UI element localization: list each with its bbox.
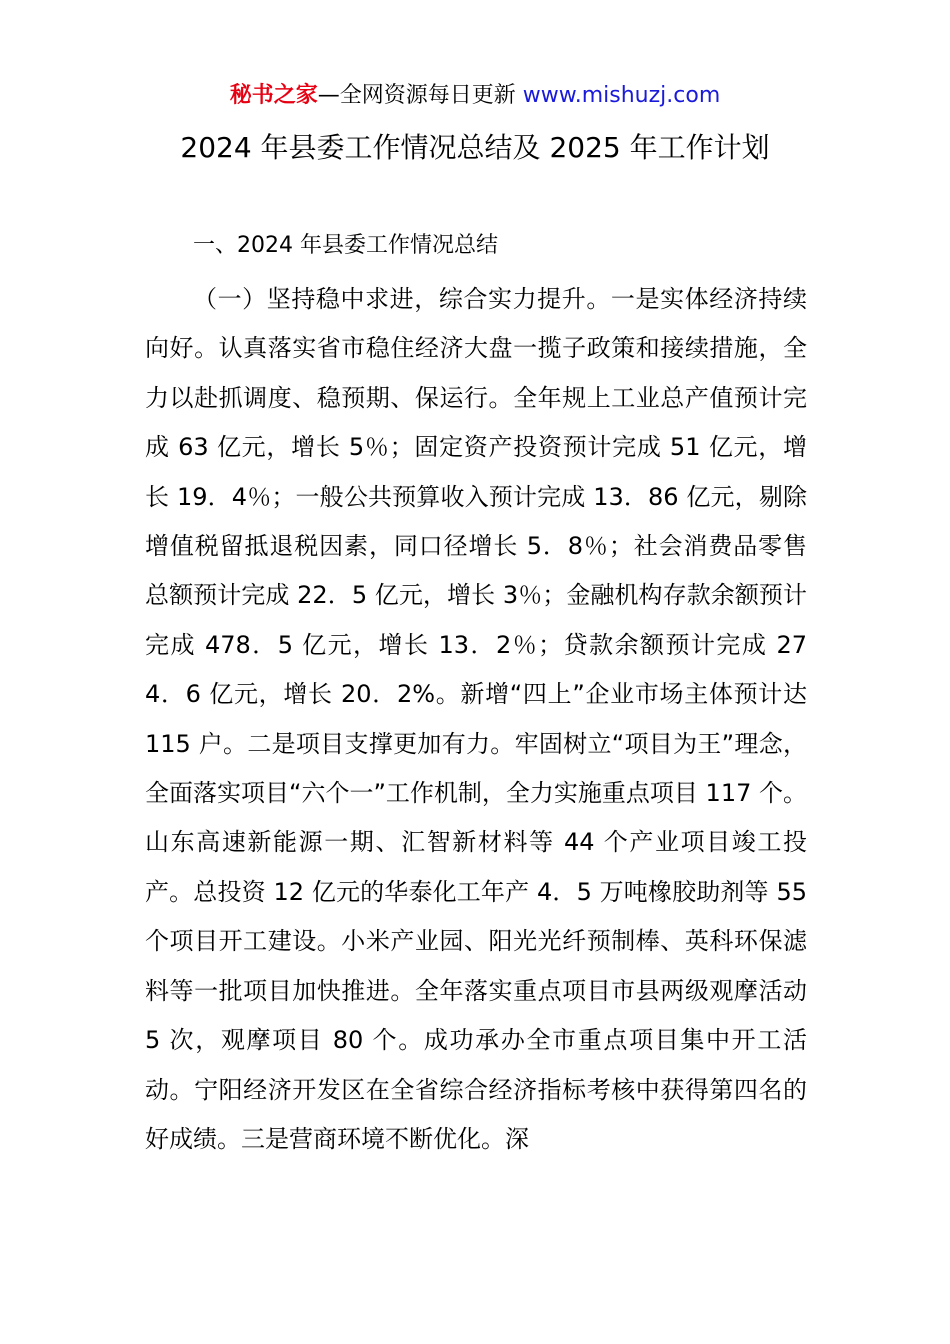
site-url-link[interactable]: www.mishuzj.com [522, 83, 721, 108]
site-brand: 秘书之家 [229, 83, 318, 108]
document-title: 2024 年县委工作情况总结及 2025 年工作计划 [180, 131, 770, 164]
site-header [0, 80, 950, 112]
site-slogan: —全网资源每日更新 [317, 83, 523, 108]
body-paragraph: （一）坚持稳中求进，综合实力提升。一是实体经济持续向好。认真落实省市稳住经济大盘一揽子政策和接续措施，全力以赴抓调度、稳预期、保运行。全年规上工业总产值预计完成 63 亿元，增长 5％；固定资产投资预计完成 51 亿元，增长 19．4％；一般公共预算收入预计完成 13．86 亿元，剔除增值税留抵退税因素，同口径增长 5．8％；社会消费品零售总额预计完成 22．5 亿元，增长 3％；金融机构存款余额预计完成 478．5 亿元，增长 13．2％；贷款余额预计完成 274．6 亿元，增长 20．2%。新增“四上”企业市场主体预计达 115 户。二是项目支撑更加有力。牢固树立“项目为王”理念，全面落实项目“六个一”工作机制，全力实施重点项目 117 个。山东高速新能源一期、汇智新材料等 44 个产业项目竣工投产。总投资 12 亿元的华泰化工年产 4．5 万吨橡胶助剂等 55 个项目开工建设。小米产业园、阳光光纤预制棒、英科环保滤料等一批项目加快推进。全年落实重点项目市县两级观摩活动 5 次，观摩项目 80 个。成功承办全市重点项目集中开工活动。宁阳经济开发区在全省综合经济指标考核中获得第四名的好成绩。三是营商环境不断优化。深 [145, 285, 807, 1153]
section-heading: 一、2024 年县委工作情况总结 [193, 233, 498, 258]
